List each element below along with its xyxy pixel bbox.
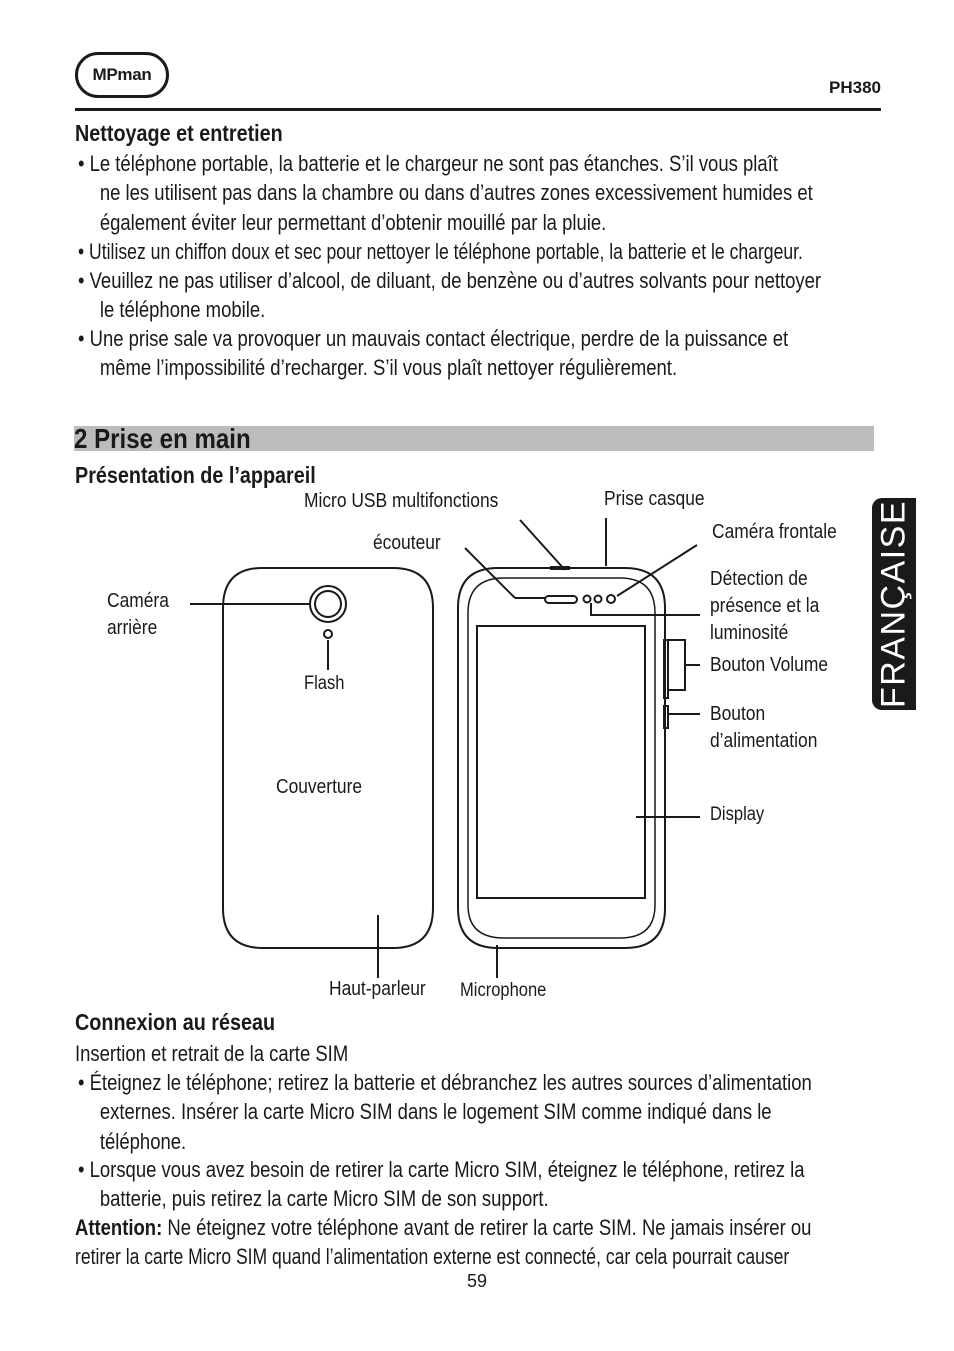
label-front-camera: Caméra frontale bbox=[712, 521, 837, 543]
label-line: luminosité bbox=[710, 622, 789, 644]
network-bullet-1 bbox=[78, 1068, 884, 1156]
attention-line-2: retirer la carte Micro SIM quand l’alimentation externe est connecté, car cela pourrait causer bbox=[75, 1244, 790, 1270]
bullet-line: batterie, puis retirez la carte Micro SIM de son support. bbox=[99, 1186, 549, 1212]
phone-back-outline bbox=[223, 568, 433, 948]
model-number: PH380 bbox=[829, 78, 881, 97]
sensor-dot-2 bbox=[595, 596, 602, 603]
attention-text: Ne éteignez votre téléphone avant de retirer la carte SIM. Ne jamais insérer ou bbox=[162, 1215, 812, 1240]
label-line: Bouton bbox=[710, 703, 766, 725]
label-micro-usb: Micro USB multifonctions bbox=[304, 490, 499, 512]
rear-camera-lens bbox=[315, 591, 341, 617]
bullet-line: téléphone. bbox=[99, 1128, 187, 1154]
sensor-dot-1 bbox=[584, 596, 591, 603]
label-cover: Couverture bbox=[276, 776, 363, 798]
label-flash: Flash bbox=[304, 673, 345, 694]
bullet-line: • Lorsque vous avez besoin de retirer la carte Micro SIM, éteignez le téléphone, retirez la bbox=[78, 1157, 805, 1182]
bullet-line: également éviter leur permettant d’obtenir mouillé par la pluie. bbox=[99, 209, 607, 235]
section-title: 2 Prise en main bbox=[74, 423, 251, 454]
bullet-line: • Veuillez ne pas utiliser d’alcool, de diluant, de benzène ou d’autres solvants pour nettoyer bbox=[78, 268, 822, 293]
cleaning-title: Nettoyage et entretien bbox=[75, 120, 283, 146]
bullet-line: le téléphone mobile. bbox=[99, 297, 266, 323]
label-line: Détection de bbox=[710, 568, 808, 590]
label-line: arrière bbox=[107, 617, 158, 639]
device-overview-title: Présentation de l’appareil bbox=[75, 462, 316, 488]
logo-text: MPman bbox=[92, 65, 152, 84]
display-area bbox=[477, 626, 645, 898]
flash-dot bbox=[324, 630, 332, 638]
bullet-line: externes. Insérer la carte Micro SIM dans le logement SIM comme indiqué dans le bbox=[99, 1099, 772, 1125]
bullet-line: • Le téléphone portable, la batterie et le chargeur ne sont pas étanches. S’il vous plaît bbox=[78, 151, 778, 176]
label-rear-camera bbox=[107, 588, 169, 642]
attention-label: Attention: bbox=[75, 1215, 163, 1240]
label-speaker: Haut-parleur bbox=[329, 978, 426, 1000]
label-microphone: Microphone bbox=[460, 980, 547, 1001]
phone-front-inner bbox=[468, 578, 655, 938]
front-camera-dot bbox=[607, 595, 615, 603]
label-line: d’alimentation bbox=[710, 730, 818, 752]
label-headphone-jack: Prise casque bbox=[604, 488, 705, 510]
sim-intro: Insertion et retrait de la carte SIM bbox=[75, 1041, 349, 1066]
label-line: Caméra bbox=[107, 590, 169, 612]
label-proximity-sensor bbox=[710, 566, 819, 647]
bullet-line: ne les utilisent pas dans la chambre ou dans d’autres zones excessivement humides et bbox=[99, 180, 813, 206]
label-power-button bbox=[710, 701, 817, 755]
network-bullet-2 bbox=[78, 1155, 884, 1214]
label-earpiece: écouteur bbox=[373, 532, 441, 554]
label-line: présence et la bbox=[710, 595, 820, 617]
bullet-line: • Une prise sale va provoquer un mauvais contact électrique, perdre de la puissance et bbox=[78, 326, 789, 351]
label-display: Display bbox=[710, 804, 765, 825]
bullet-line: même l’impossibilité d’recharger. S’il vous plaît nettoyer régulièrement. bbox=[99, 355, 678, 381]
attention-paragraph bbox=[75, 1213, 881, 1272]
bullet-line: • Éteignez le téléphone; retirez la batterie et débranchez les autres sources d’alimentation bbox=[78, 1070, 812, 1095]
bullet-line: • Utilisez un chiffon doux et sec pour nettoyer le téléphone portable, la batterie et le chargeur. bbox=[78, 239, 803, 264]
earpiece-slot bbox=[545, 596, 577, 603]
language-tab-label: FRANÇAISE bbox=[874, 499, 913, 709]
page-number: 59 bbox=[466, 1271, 488, 1291]
label-volume-button: Bouton Volume bbox=[710, 654, 829, 676]
network-title: Connexion au réseau bbox=[75, 1009, 276, 1035]
